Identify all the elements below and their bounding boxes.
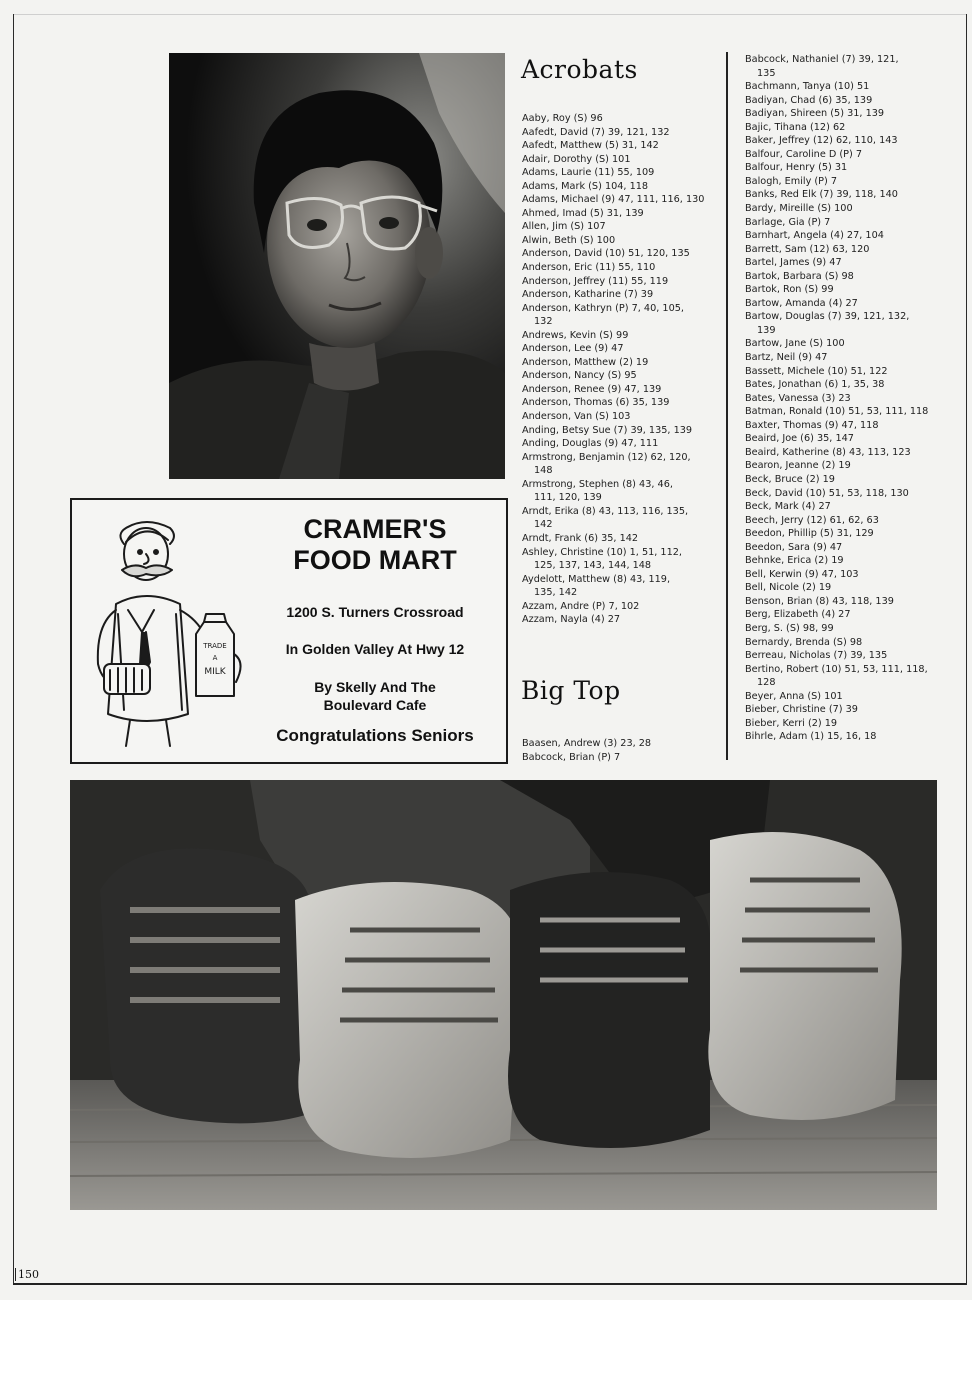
acrobats-index-list bbox=[522, 112, 722, 627]
acrobats-index-entry: Adams, Mark (S) 104, 118 bbox=[522, 180, 649, 192]
sneakers-illustration bbox=[70, 780, 937, 1210]
big-top-continued-index-entry: Balfour, Henry (5) 31 bbox=[745, 162, 848, 174]
page-number: 150 bbox=[15, 1268, 39, 1281]
acrobats-index-entry: Adair, Dorothy (S) 101 bbox=[522, 153, 631, 165]
acrobats-index-entry: Adams, Michael (9) 47, 111, 116, 130 bbox=[522, 194, 705, 206]
acrobats-index-entry: Azzam, Nayla (4) 27 bbox=[522, 614, 621, 626]
big-top-continued-index-entry: Behnke, Erica (2) 19 bbox=[745, 555, 844, 567]
big-top-continued-index-entry: Bihrle, Adam (1) 15, 16, 18 bbox=[745, 731, 877, 743]
acrobats-index-entry: Anderson, Nancy (S) 95 bbox=[522, 370, 637, 382]
big-top-continued-index-entry: Baxter, Thomas (9) 47, 118 bbox=[745, 419, 879, 431]
milk-carton-text-2: A bbox=[212, 654, 218, 662]
big-top-continued-index-entry: Banks, Red Elk (7) 39, 118, 140 bbox=[745, 189, 898, 201]
big-top-continued-index-entry: Berg, Elizabeth (4) 27 bbox=[745, 609, 851, 621]
big-top-continued-index-entry: Beyer, Anna (S) 101 bbox=[745, 690, 843, 702]
acrobats-index-entry: Anderson, Lee (9) 47 bbox=[522, 343, 624, 355]
big-top-continued-index-entry: Beck, Mark (4) 27 bbox=[745, 501, 831, 513]
milk-carton-text-1: TRADE bbox=[203, 642, 227, 650]
big-top-continued-index-entry: Baker, Jeffrey (12) 62, 110, 143 bbox=[745, 135, 898, 147]
ad-tagline: Congratulations Seniors bbox=[276, 726, 474, 745]
acrobats-index-entry: Anderson, Van (S) 103 bbox=[522, 411, 631, 423]
big-top-continued-index-entry: Batman, Ronald (10) 51, 53, 111, 118 bbox=[745, 406, 929, 418]
big-top-continued-index-entry: Beaird, Joe (6) 35, 147 bbox=[745, 433, 854, 445]
big-top-continued-index-list bbox=[745, 53, 960, 744]
big-top-continued-index-entry: Badiyan, Chad (6) 35, 139 bbox=[745, 94, 873, 106]
acrobats-index-entry: Alwin, Beth (S) 100 bbox=[522, 234, 616, 246]
ad-address: 1200 S. Turners Crossroad bbox=[286, 604, 464, 620]
acrobats-index-entry: 111, 120, 139 bbox=[534, 492, 602, 504]
acrobats-index-entry: Ahmed, Imad (5) 31, 139 bbox=[522, 207, 644, 219]
ad-landmark-line2: Boulevard Cafe bbox=[323, 697, 427, 713]
big-top-continued-index-entry: Bachmann, Tanya (10) 51 bbox=[745, 81, 870, 93]
boy-portrait-photo bbox=[169, 53, 505, 479]
big-top-continued-index-entry: Bearon, Jeanne (2) 19 bbox=[745, 460, 851, 472]
section-heading-big-top: Big Top bbox=[521, 676, 621, 705]
acrobats-index-entry: Azzam, Andre (P) 7, 102 bbox=[522, 600, 640, 612]
boy-portrait-illustration bbox=[169, 53, 505, 479]
sneakers-photo bbox=[70, 780, 937, 1210]
big-top-continued-index-entry: Bell, Nicole (2) 19 bbox=[745, 582, 832, 594]
section-heading-acrobats: Acrobats bbox=[521, 55, 638, 84]
ad-business-name-line2: FOOD MART bbox=[293, 545, 457, 575]
big-top-continued-index-entry: Bates, Jonathan (6) 1, 35, 38 bbox=[745, 379, 885, 391]
acrobats-index-entry: Aydelott, Matthew (8) 43, 119, bbox=[522, 573, 671, 585]
big-top-continued-index-entry: Bartok, Ron (S) 99 bbox=[745, 284, 834, 296]
ad-landmark-line1: By Skelly And The bbox=[314, 679, 436, 695]
ad-business-name-line1: CRAMER'S bbox=[303, 514, 447, 544]
big-top-continued-index-entry: Bernardy, Brenda (S) 98 bbox=[745, 636, 863, 648]
big-top-continued-index-entry: Bates, Vanessa (3) 23 bbox=[745, 392, 851, 404]
big-top-continued-index-entry: Bajic, Tihana (12) 62 bbox=[745, 121, 846, 133]
acrobats-index-entry: Arndt, Frank (6) 35, 142 bbox=[522, 532, 639, 544]
bottom-rule bbox=[13, 1283, 966, 1285]
big-top-continued-index-entry: Bartz, Neil (9) 47 bbox=[745, 352, 828, 364]
ad-location: In Golden Valley At Hwy 12 bbox=[285, 641, 465, 657]
big-top-index-list bbox=[522, 737, 722, 764]
big-top-continued-index-entry: Beck, Bruce (2) 19 bbox=[745, 473, 835, 485]
ad-business-name bbox=[244, 514, 506, 576]
acrobats-index-entry: Anderson, Kathryn (P) 7, 40, 105, bbox=[522, 302, 684, 314]
big-top-continued-index-entry: Beedon, Phillip (5) 31, 129 bbox=[745, 528, 874, 540]
big-top-continued-index-entry: Bartow, Amanda (4) 27 bbox=[745, 297, 858, 309]
acrobats-index-entry: Aafedt, David (7) 39, 121, 132 bbox=[522, 126, 670, 138]
grocer-cartoon-illustration bbox=[86, 514, 246, 750]
big-top-continued-index-entry: Berg, S. (S) 98, 99 bbox=[745, 622, 834, 634]
acrobats-index-entry: Allen, Jim (S) 107 bbox=[522, 221, 606, 233]
acrobats-index-entry: Anderson, David (10) 51, 120, 135 bbox=[522, 248, 690, 260]
big-top-continued-index-entry: Bartel, James (9) 47 bbox=[745, 257, 842, 269]
big-top-continued-index-entry: Bertino, Robert (10) 51, 53, 111, 118, bbox=[745, 663, 928, 675]
big-top-continued-index-entry: Badiyan, Shireen (5) 31, 139 bbox=[745, 108, 885, 120]
big-top-continued-index-entry: Bartow, Jane (S) 100 bbox=[745, 338, 845, 350]
acrobats-index-entry: 142 bbox=[534, 519, 553, 531]
acrobats-index-entry: 135, 142 bbox=[534, 587, 578, 599]
big-top-continued-index-entry: 128 bbox=[757, 677, 776, 689]
acrobats-index-entry: Armstrong, Benjamin (12) 62, 120, bbox=[522, 451, 691, 463]
acrobats-index-entry: Aafedt, Matthew (5) 31, 142 bbox=[522, 140, 659, 152]
big-top-continued-index-entry: Babcock, Nathaniel (7) 39, 121, bbox=[745, 54, 899, 65]
cramers-food-mart-ad bbox=[70, 498, 508, 764]
big-top-index-entry: Babcock, Brian (P) 7 bbox=[522, 751, 621, 763]
big-top-continued-index-entry: Barnhart, Angela (4) 27, 104 bbox=[745, 230, 884, 242]
big-top-continued-index-entry: Bell, Kerwin (9) 47, 103 bbox=[745, 568, 859, 580]
big-top-continued-index-entry: Beedon, Sara (9) 47 bbox=[745, 541, 843, 553]
acrobats-index-entry: Adams, Laurie (11) 55, 109 bbox=[522, 167, 655, 179]
acrobats-index-entry: Andrews, Kevin (S) 99 bbox=[522, 329, 629, 341]
acrobats-index-entry: Aaby, Roy (S) 96 bbox=[522, 113, 603, 124]
acrobats-index-entry: Anderson, Thomas (6) 35, 139 bbox=[522, 397, 670, 409]
big-top-continued-index-entry: Bassett, Michele (10) 51, 122 bbox=[745, 365, 888, 377]
big-top-continued-index-entry: 135 bbox=[757, 67, 776, 79]
acrobats-index-entry: Ashley, Christine (10) 1, 51, 112, bbox=[522, 546, 682, 558]
milk-carton-text-3: MILK bbox=[204, 667, 226, 677]
big-top-continued-index-entry: Bardy, Mireille (S) 100 bbox=[745, 203, 853, 215]
big-top-continued-index-entry: Balfour, Caroline D (P) 7 bbox=[745, 148, 863, 160]
acrobats-index-entry: Anding, Betsy Sue (7) 39, 135, 139 bbox=[522, 424, 693, 436]
big-top-continued-index-entry: Balogh, Emily (P) 7 bbox=[745, 175, 838, 187]
big-top-continued-index-entry: Bieber, Kerri (2) 19 bbox=[745, 717, 838, 729]
big-top-continued-index-entry: Barlage, Gia (P) 7 bbox=[745, 216, 831, 228]
big-top-index-entry: Baasen, Andrew (3) 23, 28 bbox=[522, 738, 652, 749]
big-top-continued-index-entry: Beech, Jerry (12) 61, 62, 63 bbox=[745, 514, 879, 526]
acrobats-index-entry: Anderson, Renee (9) 47, 139 bbox=[522, 383, 662, 395]
acrobats-index-entry: Anderson, Eric (11) 55, 110 bbox=[522, 262, 656, 274]
big-top-continued-index-entry: 139 bbox=[757, 324, 776, 336]
column-divider bbox=[726, 52, 728, 760]
big-top-continued-index-entry: Beaird, Katherine (8) 43, 113, 123 bbox=[745, 446, 911, 458]
big-top-continued-index-entry: Barrett, Sam (12) 63, 120 bbox=[745, 243, 870, 255]
big-top-continued-index-entry: Bartow, Douglas (7) 39, 121, 132, bbox=[745, 311, 910, 323]
acrobats-index-entry: 125, 137, 143, 144, 148 bbox=[534, 560, 652, 572]
big-top-continued-index-entry: Bartok, Barbara (S) 98 bbox=[745, 270, 854, 282]
big-top-continued-index-entry: Bieber, Christine (7) 39 bbox=[745, 704, 858, 716]
acrobats-index-entry: Anding, Douglas (9) 47, 111 bbox=[522, 438, 659, 450]
acrobats-index-entry: 132 bbox=[534, 316, 553, 328]
big-top-continued-index-entry: Berreau, Nicholas (7) 39, 135 bbox=[745, 650, 888, 662]
big-top-continued-index-entry: Benson, Brian (8) 43, 118, 139 bbox=[745, 595, 894, 607]
acrobats-index-entry: 148 bbox=[534, 465, 553, 477]
big-top-continued-index-entry: Beck, David (10) 51, 53, 118, 130 bbox=[745, 487, 909, 499]
acrobats-index-entry: Anderson, Matthew (2) 19 bbox=[522, 356, 649, 368]
acrobats-index-entry: Arndt, Erika (8) 43, 113, 116, 135, bbox=[522, 505, 689, 517]
acrobats-index-entry: Armstrong, Stephen (8) 43, 46, bbox=[522, 478, 673, 490]
acrobats-index-entry: Anderson, Jeffrey (11) 55, 119 bbox=[522, 275, 669, 287]
acrobats-index-entry: Anderson, Katharine (7) 39 bbox=[522, 289, 654, 301]
